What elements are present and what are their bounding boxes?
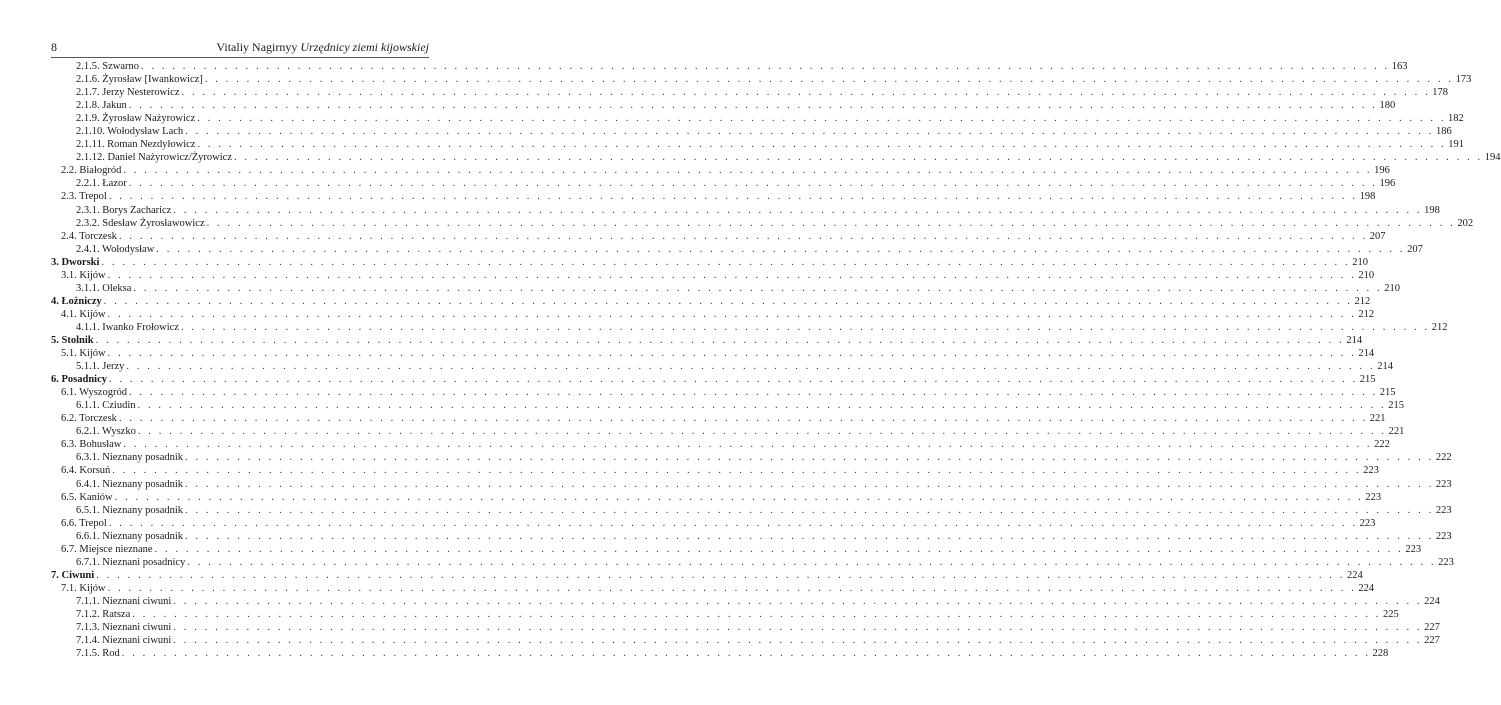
dot-leader: . . . . . . . . . . . . . . . . . . . . . . . . . . . . . . . . . . . . . . . . . . . . . . . . . . . . . . . . . . . . . . . . . . . . . . . . . . . . . . . . . . . . . . . . . . . . . . . . . . . . . . . . . . . . . . . . . . . . . . . . [114,491,1364,503]
toc-entry-page: 227 [1424,635,1440,647]
dot-leader: . . . . . . . . . . . . . . . . . . . . . . . . . . . . . . . . . . . . . . . . . . . . . . . . . . . . . . . . . . . . . . . . . . . . . . . . . . . . . . . . . . . . . . . . . . . . . . . . . . . . . . . . . . . . . . . . . . . . . . . . [173,622,1423,634]
toc-entry[interactable] [51,373,1376,386]
toc-entry[interactable] [51,530,1452,543]
dot-leader: . . . . . . . . . . . . . . . . . . . . . . . . . . . . . . . . . . . . . . . . . . . . . . . . . . . . . . . . . . . . . . . . . . . . . . . . . . . . . . . . . . . . . . . . . . . . . . . . . . . . . . . . . . . . . . . . . . . . . . . . [185,452,1434,464]
header-rule [51,57,429,58]
toc-entry-label: 2.1.5. Szwarno [76,61,139,72]
toc-entry-label: 6.1.1. Cziudin [76,400,136,412]
toc-entry-label: 2.4. Torczesk [61,230,117,242]
toc-entry-page: 212 [1431,321,1448,333]
toc-entry-page: 163 [1391,61,1408,72]
toc-entry-label: 3.1. Kijów [61,269,106,281]
toc-entry-page: 223 [1405,543,1422,555]
toc-entry[interactable] [51,282,1400,295]
toc-entry-page: 224 [1358,582,1375,594]
toc-entry-page: 222 [1374,439,1390,451]
dot-leader: . . . . . . . . . . . . . . . . . . . . . . . . . . . . . . . . . . . . . . . . . . . . . . . . . . . . . . . . . . . . . . . . . . . . . . . . . . . . . . . . . . . . . . . . . . . . . . . . . . . . . . . . . . . . . . . . . . . . . . . . [112,465,1362,477]
toc-entry-page: 225 [1383,608,1399,620]
toc-entry[interactable] [51,321,1448,334]
toc-entry[interactable] [51,230,1386,243]
dot-leader: . . . . . . . . . . . . . . . . . . . . . . . . . . . . . . . . . . . . . . . . . . . . . . . . . . . . . . . . . . . . . . . . . . . . . . . . . . . . . . . . . . . . . . . . . . . . . . . . . . . . . . . . . . . . . . . . . . . . . . . . [133,282,1383,294]
author-name: Vitaliy Nagirnyy [216,40,298,54]
toc-entry[interactable] [51,256,1368,269]
dot-leader: . . . . . . . . . . . . . . . . . . . . . . . . . . . . . . . . . . . . . . . . . . . . . . . . . . . . . . . . . . . . . . . . . . . . . . . . . . . . . . . . . . . . . . . . . . . . . . . . . . . . . . . . . . . . . . . . . . . . . . . . [107,348,1357,360]
dot-leader: . . . . . . . . . . . . . . . . . . . . . . . . . . . . . . . . . . . . . . . . . . . . . . . . . . . . . . . . . . . . . . . . . . . . . . . . . . . . . . . . . . . . . . . . . . . . . . . . . . . . . . . . . . . . . . . . . . . . . . . . [173,204,1423,216]
toc-entry[interactable] [51,517,1376,530]
toc-entry-label: 2.3. Trepol [61,191,107,203]
toc-entry-label: 2.2. Białogród [61,165,122,177]
toc-entry[interactable] [51,151,1501,164]
toc-entry-page: 210 [1352,256,1368,268]
dot-leader: . . . . . . . . . . . . . . . . . . . . . . . . . . . . . . . . . . . . . . . . . . . . . . . . . . . . . . . . . . . . . . . . . . . . . . . . . . . . . . . . . . . . . . . . . . . . . . . . . . . . . . . . . . . . . . . . . . . . . . . . [118,230,1368,242]
toc-entry-page: 173 [1455,74,1472,86]
toc-entry-page: 223 [1363,465,1379,477]
toc-entry-page: 223 [1435,530,1452,542]
toc-entry-label: 7.1.3. Nieznani ciwuni [76,622,172,634]
toc-entry[interactable] [51,177,1396,190]
dot-leader: . . . . . . . . . . . . . . . . . . . . . . . . . . . . . . . . . . . . . . . . . . . . . . . . . . . . . . . . . . . . . . . . . . . . . . . . . . . . . . . . . . . . . . . . . . . . . . . . . . . . . . . . . . . . . . . . . . . . . . . . [95,334,1345,346]
toc-entry-label: 2.1.10. Wołodysław Lach [76,126,184,138]
toc-entry-page: 222 [1435,452,1452,464]
dot-leader: . . . . . . . . . . . . . . . . . . . . . . . . . . . . . . . . . . . . . . . . . . . . . . . . . . . . . . . . . . . . . . . . . . . . . . . . . . . . . . . . . . . . . . . . . . . . . . . . . . . . . . . . . . . . . . . . . . . . . . . . [137,400,1387,412]
toc-entry[interactable] [51,504,1452,517]
toc-entry-page: 194 [1484,152,1501,164]
toc-entry[interactable] [51,334,1363,347]
toc-entry-label: 7.1.5. Rod [76,648,120,660]
toc-entry[interactable] [51,112,1464,125]
toc-entry-label: 6.2.1. Wyszko [76,426,136,438]
dot-leader: . . . . . . . . . . . . . . . . . . . . . . . . . . . . . . . . . . . . . . . . . . . . . . . . . . . . . . . . . . . . . . . . . . . . . . . . . . . . . . . . . . . . . . . . . . . . . . . . . . . . . . . . . . . . . . . . . . . . . . . . [118,413,1368,425]
toc-entry[interactable] [51,478,1452,491]
dot-leader: . . . . . . . . . . . . . . . . . . . . . . . . . . . . . . . . . . . . . . . . . . . . . . . . . . . . . . . . . . . . . . . . . . . . . . . . . . . . . . . . . . . . . . . . . . . . . . . . . . . . . . . . . . . . . . . . . . . . . . . . [128,100,1378,112]
toc-entry-page: 212 [1358,308,1375,320]
toc-entry[interactable] [51,190,1376,203]
dot-leader: . . . . . . . . . . . . . . . . . . . . . . . . . . . . . . . . . . . . . . . . . . . . . . . . . . . . . . . . . . . . . . . . . . . . . . . . . . . . . . . . . . . . . . . . . . . . . . . . . . . . . . . . . . . . . . . . . . . . . . . . [154,543,1404,555]
toc-entry-label: 7.1.1. Nieznani ciwuni [76,595,172,607]
toc-entry[interactable] [51,569,1363,582]
running-header [51,39,429,55]
dot-leader: . . . . . . . . . . . . . . . . . . . . . . . . . . . . . . . . . . . . . . . . . . . . . . . . . . . . . . . . . . . . . . . . . . . . . . . . . . . . . . . . . . . . . . . . . . . . . . . . . . . . . . . . . . . . . . . . . . . . . . . . [107,269,1357,281]
toc-entry[interactable] [51,204,1440,217]
toc-entry-label: 2.1.11. Roman Nezdyłowicz [76,139,196,151]
dot-leader: . . . . . . . . . . . . . . . . . . . . . . . . . . . . . . . . . . . . . . . . . . . . . . . . . . . . . . . . . . . . . . . . . . . . . . . . . . . . . . . . . . . . . . . . . . . . . . . . . . . . . . . . . . . . . . . . . . . . . . . . [185,126,1434,138]
dot-leader: . . . . . . . . . . . . . . . . . . . . . . . . . . . . . . . . . . . . . . . . . . . . . . . . . . . . . . . . . . . . . . . . . . . . . . . . . . . . . . . . . . . . . . . . . . . . . . . . . . . . . . . . . . . . . . . . . . . . . . . . [108,517,1358,529]
dot-leader: . . . . . . . . . . . . . . . . . . . . . . . . . . . . . . . . . . . . . . . . . . . . . . . . . . . . . . . . . . . . . . . . . . . . . . . . . . . . . . . . . . . . . . . . . . . . . . . . . . . . . . . . . . . . . . . . . . . . . . . . [185,504,1434,516]
toc-entry-page: 223 [1438,556,1454,568]
toc-entry-page: 214 [1358,348,1375,360]
dot-leader: . . . . . . . . . . . . . . . . . . . . . . . . . . . . . . . . . . . . . . . . . . . . . . . . . . . . . . . . . . . . . . . . . . . . . . . . . . . . . . . . . . . . . . . . . . . . . . . . . . . . . . . . . . . . . . . . . . . . . . . . [197,139,1447,151]
toc-entry-label: 6.4.1. Nieznany posadnik [76,478,184,490]
toc-entry-page: 224 [1424,595,1440,607]
dot-leader: . . . . . . . . . . . . . . . . . . . . . . . . . . . . . . . . . . . . . . . . . . . . . . . . . . . . . . . . . . . . . . . . . . . . . . . . . . . . . . . . . . . . . . . . . . . . . . . . . . . . . . . . . . . . . . . . . . . . . . . . [107,582,1357,594]
toc-entry-page: 223 [1435,478,1452,490]
page-number: 8 [51,40,57,54]
toc-entry-label: 2.3.1. Borys Zacharicz [76,204,172,216]
dot-leader: . . . . . . . . . . . . . . . . . . . . . . . . . . . . . . . . . . . . . . . . . . . . . . . . . . . . . . . . . . . . . . . . . . . . . . . . . . . . . . . . . . . . . . . . . . . . . . . . . . . . . . . . . . . . . . . . . . . . . . . . [233,152,1483,164]
toc-entry[interactable] [51,360,1393,373]
toc-entry-page: 223 [1365,491,1382,503]
toc-entry-label: 6.7.1. Nieznani posadnicy [76,556,186,568]
toc-entry-page: 198 [1424,204,1440,216]
toc-entry-label: 7. Ciwuni [51,569,95,581]
toc-entry-label: 2.2.1. Łazor [76,178,127,190]
toc-entry[interactable] [51,582,1375,595]
dot-leader: . . . . . . . . . . . . . . . . . . . . . . . . . . . . . . . . . . . . . . . . . . . . . . . . . . . . . . . . . . . . . . . . . . . . . . . . . . . . . . . . . . . . . . . . . . . . . . . . . . . . . . . . . . . . . . . . . . . . . . . . [123,165,1373,177]
toc-entry-label: 2.1.6. Żyrosław [Iwankowicz] [76,74,203,86]
toc-entry-label: 3. Dworski [51,256,100,268]
toc-entry-page: 215 [1379,387,1396,399]
dot-leader: . . . . . . . . . . . . . . . . . . . . . . . . . . . . . . . . . . . . . . . . . . . . . . . . . . . . . . . . . . . . . . . . . . . . . . . . . . . . . . . . . . . . . . . . . . . . . . . . . . . . . . . . . . . . . . . . . . . . . . . . [137,426,1387,438]
toc-entry-label: 2.1.9. Żyrosław Nażyrowicz [76,113,196,125]
toc-entry[interactable] [51,243,1423,256]
toc-entry-label: 7.1.4. Nieznani ciwuni [76,635,172,647]
toc-entry[interactable] [51,634,1440,647]
toc-entry-label: 2.1.12. Daniel Nażyrowicz/Żyrowicz [76,152,232,164]
toc-entry[interactable] [51,399,1405,412]
toc-entry[interactable] [51,464,1379,477]
dot-leader: . . . . . . . . . . . . . . . . . . . . . . . . . . . . . . . . . . . . . . . . . . . . . . . . . . . . . . . . . . . . . . . . . . . . . . . . . . . . . . . . . . . . . . . . . . . . . . . . . . . . . . . . . . . . . . . . . . . . . . . . [108,191,1358,203]
toc-entry[interactable] [51,60,1408,73]
toc-entry-label: 6.5.1. Nieznany posadnik [76,504,184,516]
toc-entry-page: 224 [1346,569,1363,581]
dot-leader: . . . . . . . . . . . . . . . . . . . . . . . . . . . . . . . . . . . . . . . . . . . . . . . . . . . . . . . . . . . . . . . . . . . . . . . . . . . . . . . . . . . . . . . . . . . . . . . . . . . . . . . . . . . . . . . . . . . . . . . . [126,361,1376,373]
toc-entry-page: 215 [1388,400,1405,412]
dot-leader: . . . . . . . . . . . . . . . . . . . . . . . . . . . . . . . . . . . . . . . . . . . . . . . . . . . . . . . . . . . . . . . . . . . . . . . . . . . . . . . . . . . . . . . . . . . . . . . . . . . . . . . . . . . . . . . . . . . . . . . . [206,217,1456,229]
toc-entry[interactable] [51,608,1399,621]
toc-entry-page: 223 [1435,504,1452,516]
toc-entry-page: 202 [1457,217,1474,229]
toc-entry[interactable] [51,99,1396,112]
toc-entry-label: 4. Łożniczy [51,295,102,307]
dot-leader: . . . . . . . . . . . . . . . . . . . . . . . . . . . . . . . . . . . . . . . . . . . . . . . . . . . . . . . . . . . . . . . . . . . . . . . . . . . . . . . . . . . . . . . . . . . . . . . . . . . . . . . . . . . . . . . . . . . . . . . . [156,243,1406,255]
toc-entry-label: 6.6. Trepol [61,517,107,529]
dot-leader: . . . . . . . . . . . . . . . . . . . . . . . . . . . . . . . . . . . . . . . . . . . . . . . . . . . . . . . . . . . . . . . . . . . . . . . . . . . . . . . . . . . . . . . . . . . . . . . . . . . . . . . . . . . . . . . . . . . . . . . . [181,87,1431,99]
toc-entry-page: 191 [1448,139,1464,151]
toc-entry[interactable] [51,621,1440,634]
toc-entry-label: 2.1.8. Jakun [76,100,127,112]
toc-entry-label: 6.3.1. Nieznany posadnik [76,452,184,464]
toc-entry[interactable] [51,73,1472,86]
toc-entry-label: 2.4.1. Wołodysław [76,243,155,255]
toc-entry-label: 2.3.2. Sdesław Żyrosławowicz [76,217,205,229]
toc-entry[interactable] [51,491,1382,504]
toc-entry[interactable] [51,451,1452,464]
toc-entry-label: 4.1.1. Iwanko Frołowicz [76,321,179,333]
toc-entry-label: 7.1. Kijów [61,582,106,594]
toc-entry-label: 6.6.1. Nieznany posadnik [76,530,184,542]
toc-entry-page: 196 [1379,178,1396,190]
toc-entry[interactable] [51,217,1474,230]
toc-entry-page: 223 [1359,517,1376,529]
toc-entry-page: 215 [1359,374,1376,386]
toc-entry-page: 210 [1384,282,1400,294]
toc-entry-label: 6.2. Torczesk [61,413,117,425]
toc-entry[interactable] [51,556,1454,569]
toc-entry-label: 6.4. Korsuń [61,465,111,477]
toc-entry[interactable] [51,543,1422,556]
dot-leader: . . . . . . . . . . . . . . . . . . . . . . . . . . . . . . . . . . . . . . . . . . . . . . . . . . . . . . . . . . . . . . . . . . . . . . . . . . . . . . . . . . . . . . . . . . . . . . . . . . . . . . . . . . . . . . . . . . . . . . . . [107,308,1357,320]
toc-entry-label: 2.1.7. Jerzy Nesterowicz [76,87,180,99]
dot-leader: . . . . . . . . . . . . . . . . . . . . . . . . . . . . . . . . . . . . . . . . . . . . . . . . . . . . . . . . . . . . . . . . . . . . . . . . . . . . . . . . . . . . . . . . . . . . . . . . . . . . . . . . . . . . . . . . . . . . . . . . [123,439,1373,451]
toc-entry-label: 7.1.2. Ratsza [76,608,131,620]
dot-leader: . . . . . . . . . . . . . . . . . . . . . . . . . . . . . . . . . . . . . . . . . . . . . . . . . . . . . . . . . . . . . . . . . . . . . . . . . . . . . . . . . . . . . . . . . . . . . . . . . . . . . . . . . . . . . . . . . . . . . . . . [132,608,1382,620]
toc-entry-page: 178 [1432,87,1449,99]
toc-entry-page: 207 [1369,230,1386,242]
dot-leader: . . . . . . . . . . . . . . . . . . . . . . . . . . . . . . . . . . . . . . . . . . . . . . . . . . . . . . . . . . . . . . . . . . . . . . . . . . . . . . . . . . . . . . . . . . . . . . . . . . . . . . . . . . . . . . . . . . . . . . . . [109,374,1358,386]
dot-leader: . . . . . . . . . . . . . . . . . . . . . . . . . . . . . . . . . . . . . . . . . . . . . . . . . . . . . . . . . . . . . . . . . . . . . . . . . . . . . . . . . . . . . . . . . . . . . . . . . . . . . . . . . . . . . . . . . . . . . . . . [96,569,1345,581]
dot-leader: . . . . . . . . . . . . . . . . . . . . . . . . . . . . . . . . . . . . . . . . . . . . . . . . . . . . . . . . . . . . . . . . . . . . . . . . . . . . . . . . . . . . . . . . . . . . . . . . . . . . . . . . . . . . . . . . . . . . . . . . [103,295,1353,307]
dot-leader: . . . . . . . . . . . . . . . . . . . . . . . . . . . . . . . . . . . . . . . . . . . . . . . . . . . . . . . . . . . . . . . . . . . . . . . . . . . . . . . . . . . . . . . . . . . . . . . . . . . . . . . . . . . . . . . . . . . . . . . . [121,648,1371,660]
toc-entry[interactable] [51,347,1375,360]
dot-leader: . . . . . . . . . . . . . . . . . . . . . . . . . . . . . . . . . . . . . . . . . . . . . . . . . . . . . . . . . . . . . . . . . . . . . . . . . . . . . . . . . . . . . . . . . . . . . . . . . . . . . . . . . . . . . . . . . . . . . . . . [197,113,1447,125]
toc-entry-label: 5.1. Kijów [61,348,106,360]
toc-entry[interactable] [51,647,1389,660]
dot-leader: . . . . . . . . . . . . . . . . . . . . . . . . . . . . . . . . . . . . . . . . . . . . . . . . . . . . . . . . . . . . . . . . . . . . . . . . . . . . . . . . . . . . . . . . . . . . . . . . . . . . . . . . . . . . . . . . . . . . . . . . [128,178,1378,190]
toc-entry-page: 198 [1359,191,1376,203]
toc-entry[interactable] [51,425,1405,438]
book-title: Urzędnicy ziemi kijowskiej [300,40,429,54]
toc-entry-page: 214 [1346,334,1363,346]
dot-leader: . . . . . . . . . . . . . . . . . . . . . . . . . . . . . . . . . . . . . . . . . . . . . . . . . . . . . . . . . . . . . . . . . . . . . . . . . . . . . . . . . . . . . . . . . . . . . . . . . . . . . . . . . . . . . . . . . . . . . . . . [185,530,1434,542]
toc-entry-page: 196 [1374,165,1390,177]
dot-leader: . . . . . . . . . . . . . . . . . . . . . . . . . . . . . . . . . . . . . . . . . . . . . . . . . . . . . . . . . . . . . . . . . . . . . . . . . . . . . . . . . . . . . . . . . . . . . . . . . . . . . . . . . . . . . . . . . . . . . . . . [180,321,1430,333]
toc-entry[interactable] [51,164,1390,177]
toc-entry[interactable] [51,269,1375,282]
toc-entry-page: 214 [1377,361,1393,373]
toc-entry[interactable] [51,438,1390,451]
toc-entry-label: 6. Posadnicy [51,374,108,386]
toc-entry[interactable] [51,308,1375,321]
toc-entry-label: 6.1. Wyszogród [61,387,127,399]
dot-leader: . . . . . . . . . . . . . . . . . . . . . . . . . . . . . . . . . . . . . . . . . . . . . . . . . . . . . . . . . . . . . . . . . . . . . . . . . . . . . . . . . . . . . . . . . . . . . . . . . . . . . . . . . . . . . . . . . . . . . . . . [101,256,1351,268]
toc-entry[interactable] [51,386,1396,399]
toc-entry-page: 182 [1448,113,1464,125]
dot-leader: . . . . . . . . . . . . . . . . . . . . . . . . . . . . . . . . . . . . . . . . . . . . . . . . . . . . . . . . . . . . . . . . . . . . . . . . . . . . . . . . . . . . . . . . . . . . . . . . . . . . . . . . . . . . . . . . . . . . . . . . [173,595,1423,607]
toc-entry[interactable] [51,86,1449,99]
toc-entry[interactable] [51,125,1452,138]
toc-entry[interactable] [51,138,1464,151]
dot-leader: . . . . . . . . . . . . . . . . . . . . . . . . . . . . . . . . . . . . . . . . . . . . . . . . . . . . . . . . . . . . . . . . . . . . . . . . . . . . . . . . . . . . . . . . . . . . . . . . . . . . . . . . . . . . . . . . . . . . . . . . [204,74,1454,86]
toc-entry[interactable] [51,295,1371,308]
dot-leader: . . . . . . . . . . . . . . . . . . . . . . . . . . . . . . . . . . . . . . . . . . . . . . . . . . . . . . . . . . . . . . . . . . . . . . . . . . . . . . . . . . . . . . . . . . . . . . . . . . . . . . . . . . . . . . . . . . . . . . . . [173,635,1423,647]
toc-entry-label: 5.1.1. Jerzy [76,361,125,373]
toc-entry-page: 186 [1435,126,1452,138]
toc-entry-label: 5. Stolnik [51,334,94,346]
toc-entry-page: 180 [1379,100,1396,112]
dot-leader: . . . . . . . . . . . . . . . . . . . . . . . . . . . . . . . . . . . . . . . . . . . . . . . . . . . . . . . . . . . . . . . . . . . . . . . . . . . . . . . . . . . . . . . . . . . . . . . . . . . . . . . . . . . . . . . . . . . . . . . . [185,478,1434,490]
toc-entry-page: 221 [1388,426,1405,438]
toc-entry-page: 227 [1424,622,1440,634]
dot-leader: . . . . . . . . . . . . . . . . . . . . . . . . . . . . . . . . . . . . . . . . . . . . . . . . . . . . . . . . . . . . . . . . . . . . . . . . . . . . . . . . . . . . . . . . . . . . . . . . . . . . . . . . . . . . . . . . . . . . . . . . [187,556,1437,568]
toc-entry[interactable] [51,412,1386,425]
toc-entry-label: 3.1.1. Oleksa [76,282,132,294]
toc-entry-page: 207 [1407,243,1423,255]
running-title [216,39,429,55]
dot-leader: . . . . . . . . . . . . . . . . . . . . . . . . . . . . . . . . . . . . . . . . . . . . . . . . . . . . . . . . . . . . . . . . . . . . . . . . . . . . . . . . . . . . . . . . . . . . . . . . . . . . . . . . . . . . . . . . . . . . . . . . [128,387,1378,399]
toc-entry-page: 210 [1358,269,1375,281]
toc-entry-page: 212 [1354,295,1371,307]
toc-entry-page: 221 [1369,413,1386,425]
toc-entry-label: 6.7. Miejsce nieznane [61,543,153,555]
toc-entry-label: 6.3. Bohusław [61,439,122,451]
toc-entry[interactable] [51,595,1440,608]
dot-leader: . . . . . . . . . . . . . . . . . . . . . . . . . . . . . . . . . . . . . . . . . . . . . . . . . . . . . . . . . . . . . . . . . . . . . . . . . . . . . . . . . . . . . . . . . . . . . . . . . . . . . . . . . . . . . . . . . . . . . . . . [141,61,1390,72]
toc-entry-label: 6.5. Kaniów [61,491,113,503]
toc-entry-label: 4.1. Kijów [61,308,106,320]
table-of-contents [51,60,1501,660]
toc-entry-page: 228 [1372,648,1389,660]
